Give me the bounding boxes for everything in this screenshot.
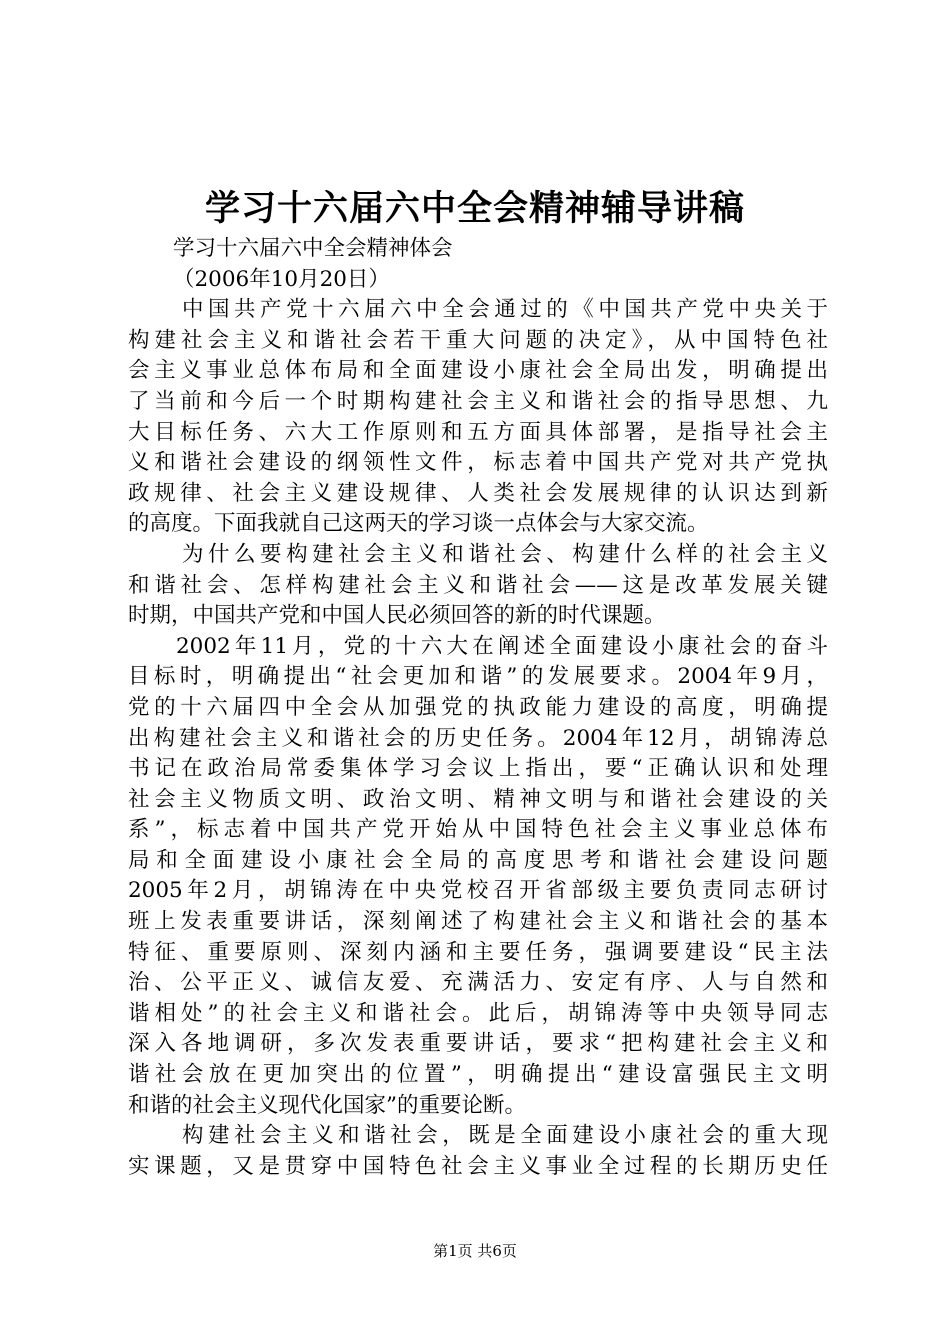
paragraph-line: 构建社会主义和谐社会若干重大问题的决定》，从中国特色社 bbox=[128, 327, 828, 353]
paragraph-line: 和谐的社会主义现代化国家”的重要论断。 bbox=[128, 1092, 526, 1118]
paragraph-line: 2002年11月，党的十六大在阐述全面建设小康社会的奋斗 bbox=[176, 633, 828, 659]
paragraph-line: 时期，中国共产党和中国人民必须回答的新的时代课题。 bbox=[128, 603, 666, 629]
document-body bbox=[128, 234, 828, 1182]
paragraph-line: 出构建社会主义和谐社会的历史任务。2004年12月，胡锦涛总 bbox=[128, 725, 828, 751]
date-line: （2006年10月20日） bbox=[173, 266, 390, 292]
paragraph-line: 局和全面建设小康社会全局的高度思考和谐社会建设问题 bbox=[128, 847, 828, 873]
paragraph-line: 的高度。下面我就自己这两天的学习谈一点体会与大家交流。 bbox=[128, 511, 709, 537]
paragraph-line: 义和谐社会建设的纲领性文件，标志着中国共产党对共产党执 bbox=[128, 450, 828, 476]
paragraph-1 bbox=[128, 295, 828, 540]
paragraph-line: 书记在政治局常委集体学习会议上指出，要“正确认识和处理 bbox=[128, 756, 828, 782]
paragraph-line: 谐相处”的社会主义和谐社会。此后，胡锦涛等中央领导同志 bbox=[128, 1000, 828, 1026]
paragraph-line: 大目标任务、六大工作原则和五方面具体部署，是指导社会主 bbox=[128, 419, 828, 445]
paragraph-4 bbox=[128, 1121, 828, 1182]
paragraph-line: 2005年2月，胡锦涛在中央党校召开省部级主要负责同志研讨 bbox=[128, 878, 828, 904]
paragraph-line: 目标时，明确提出“社会更加和谐”的发展要求。2004年9月， bbox=[128, 664, 828, 690]
paragraph-line: 构建社会主义和谐社会，既是全面建设小康社会的重大现 bbox=[182, 1123, 828, 1149]
paragraph-line: 谐社会放在更加突出的位置”，明确提出“建设富强民主文明 bbox=[128, 1062, 828, 1088]
paragraph-2 bbox=[128, 540, 828, 632]
paragraph-line: 系”，标志着中国共产党开始从中国特色社会主义事业总体布 bbox=[128, 817, 828, 843]
paragraph-line: 为什么要构建社会主义和谐社会、构建什么样的社会主义 bbox=[182, 541, 828, 567]
paragraph-line: 深入各地调研，多次发表重要讲话，要求“把构建社会主义和 bbox=[128, 1031, 828, 1057]
page-footer: 第1页 共6页 bbox=[433, 1242, 517, 1260]
paragraph-line: 特征、重要原则、深刻内涵和主要任务，强调要建设“民主法 bbox=[128, 939, 828, 965]
paragraph-line: 班上发表重要讲话，深刻阐述了构建社会主义和谐社会的基本 bbox=[128, 909, 828, 935]
paragraph-line: 实课题，又是贯穿中国特色社会主义事业全过程的长期历史任 bbox=[128, 1153, 828, 1179]
paragraph-line: 政规律、社会主义建设规律、人类社会发展规律的认识达到新 bbox=[128, 480, 828, 506]
paragraph-3 bbox=[128, 632, 828, 1122]
paragraph-line: 党的十六届四中全会从加强党的执政能力建设的高度，明确提 bbox=[128, 694, 828, 720]
paragraph-line: 了当前和今后一个时期构建社会主义和谐社会的指导思想、九 bbox=[128, 388, 828, 414]
paragraph-line: 和谐社会、怎样构建社会主义和谐社会——这是改革发展关键 bbox=[128, 572, 828, 598]
paragraph-line: 社会主义物质文明、政治文明、精神文明与和谐社会建设的关 bbox=[128, 786, 828, 812]
paragraph-line: 治、公平正义、诚信友爱、充满活力、安定有序、人与自然和 bbox=[128, 970, 828, 996]
subtitle: 学习十六届六中全会精神体会 bbox=[173, 236, 453, 261]
paragraph-line: 会主义事业总体布局和全面建设小康社会全局出发，明确提出 bbox=[128, 358, 828, 384]
document-title: 学习十六届六中全会精神辅导讲稿 bbox=[204, 189, 745, 229]
paragraph-line: 中国共产党十六届六中全会通过的《中国共产党中央关于 bbox=[182, 297, 828, 323]
